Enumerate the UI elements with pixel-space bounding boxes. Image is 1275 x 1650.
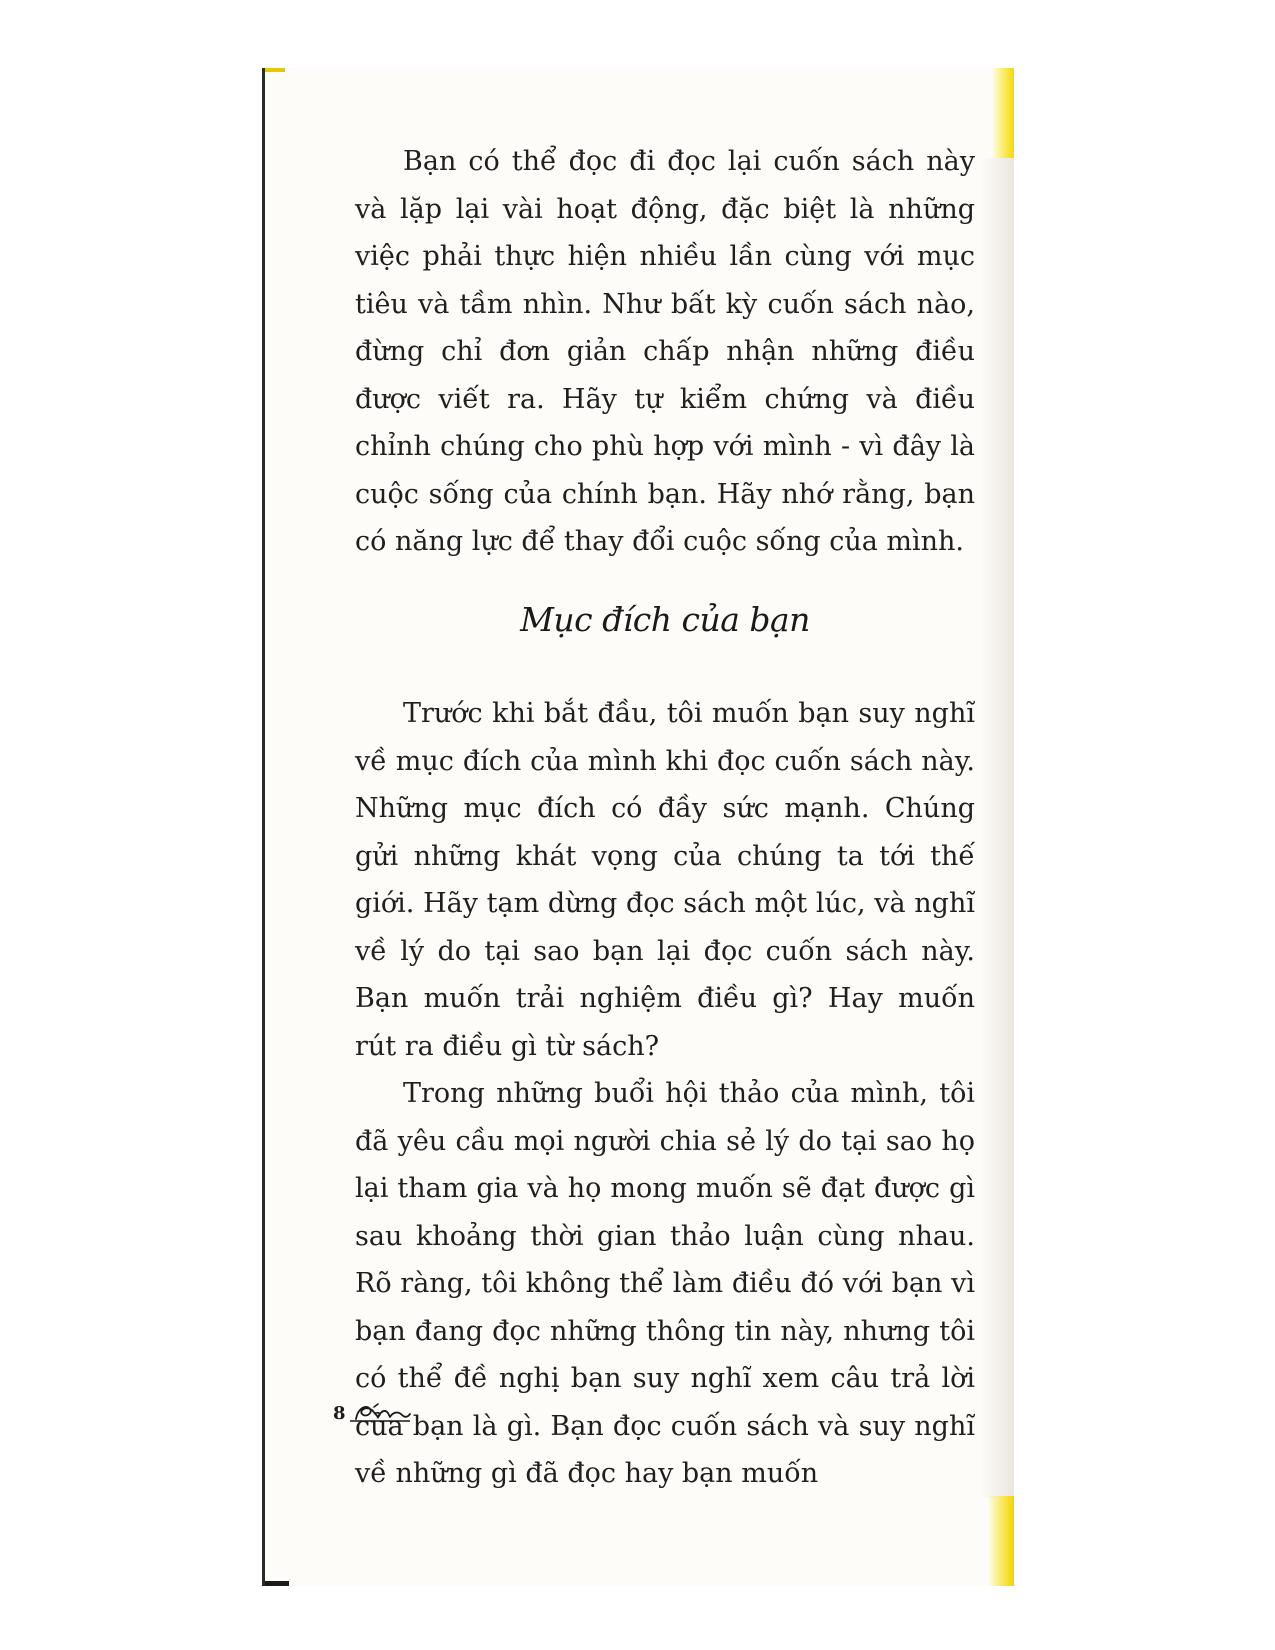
page-gutter-shadow bbox=[980, 158, 1014, 1498]
paragraph: Trước khi bắt đầu, tôi muốn bạn suy nghĩ về mục đích của mình khi đọc cuốn sách này. Những mục đích có đầy sức mạnh. Chúng gửi những khát vọng của chúng ta tới thế giới. Hãy tạm dừng đọc sách một lúc, và nghĩ về lý do tại sao bạn lại đọc cuốn sách này. Bạn muốn trải nghiệm điều gì? Hay muốn rút ra điều gì từ sách? bbox=[355, 698, 975, 1062]
book-page bbox=[262, 68, 1014, 1586]
section-heading: Mục đích của bạn bbox=[520, 600, 810, 639]
page-footer bbox=[333, 1400, 414, 1424]
page-bottom-edge bbox=[265, 1581, 289, 1586]
page-edge-highlight-top bbox=[992, 68, 1014, 158]
paragraph: Trong những buổi hội thảo của mình, tôi đã yêu cầu mọi người chia sẻ lý do tại sao họ lại tham gia và họ mong muốn sẽ đạt được gì sau khoảng thời gian thảo luận cùng nhau. Rõ ràng, tôi không thể làm điều đó với bạn vì bạn đang đọc những thông tin này, nhưng tôi có thể đề nghị bạn suy nghĩ xem câu trả lời của bạn là gì. Bạn đọc cuốn sách và suy nghĩ về những gì đã đọc hay bạn muốn bbox=[355, 1078, 975, 1489]
section-text-block bbox=[355, 690, 975, 1498]
page-number: 8 bbox=[333, 1403, 346, 1424]
page-edge-highlight-bottom bbox=[988, 1496, 1014, 1586]
page-top-edge bbox=[265, 68, 285, 72]
flourish-icon bbox=[348, 1400, 414, 1424]
intro-text-block bbox=[355, 138, 975, 566]
paragraph: Bạn có thể đọc đi đọc lại cuốn sách này và lặp lại vài hoạt động, đặc biệt là những việc phải thực hiện nhiều lần cùng với mục tiêu và tầm nhìn. Như bất kỳ cuốn sách nào, đừng chỉ đơn giản chấp nhận những điều được viết ra. Hãy tự kiểm chứng và điều chỉnh chúng cho phù hợp với mình - vì đây là cuộc sống của chính bạn. Hãy nhớ rằng, bạn có năng lực để thay đổi cuộc sống của mình. bbox=[355, 146, 975, 557]
